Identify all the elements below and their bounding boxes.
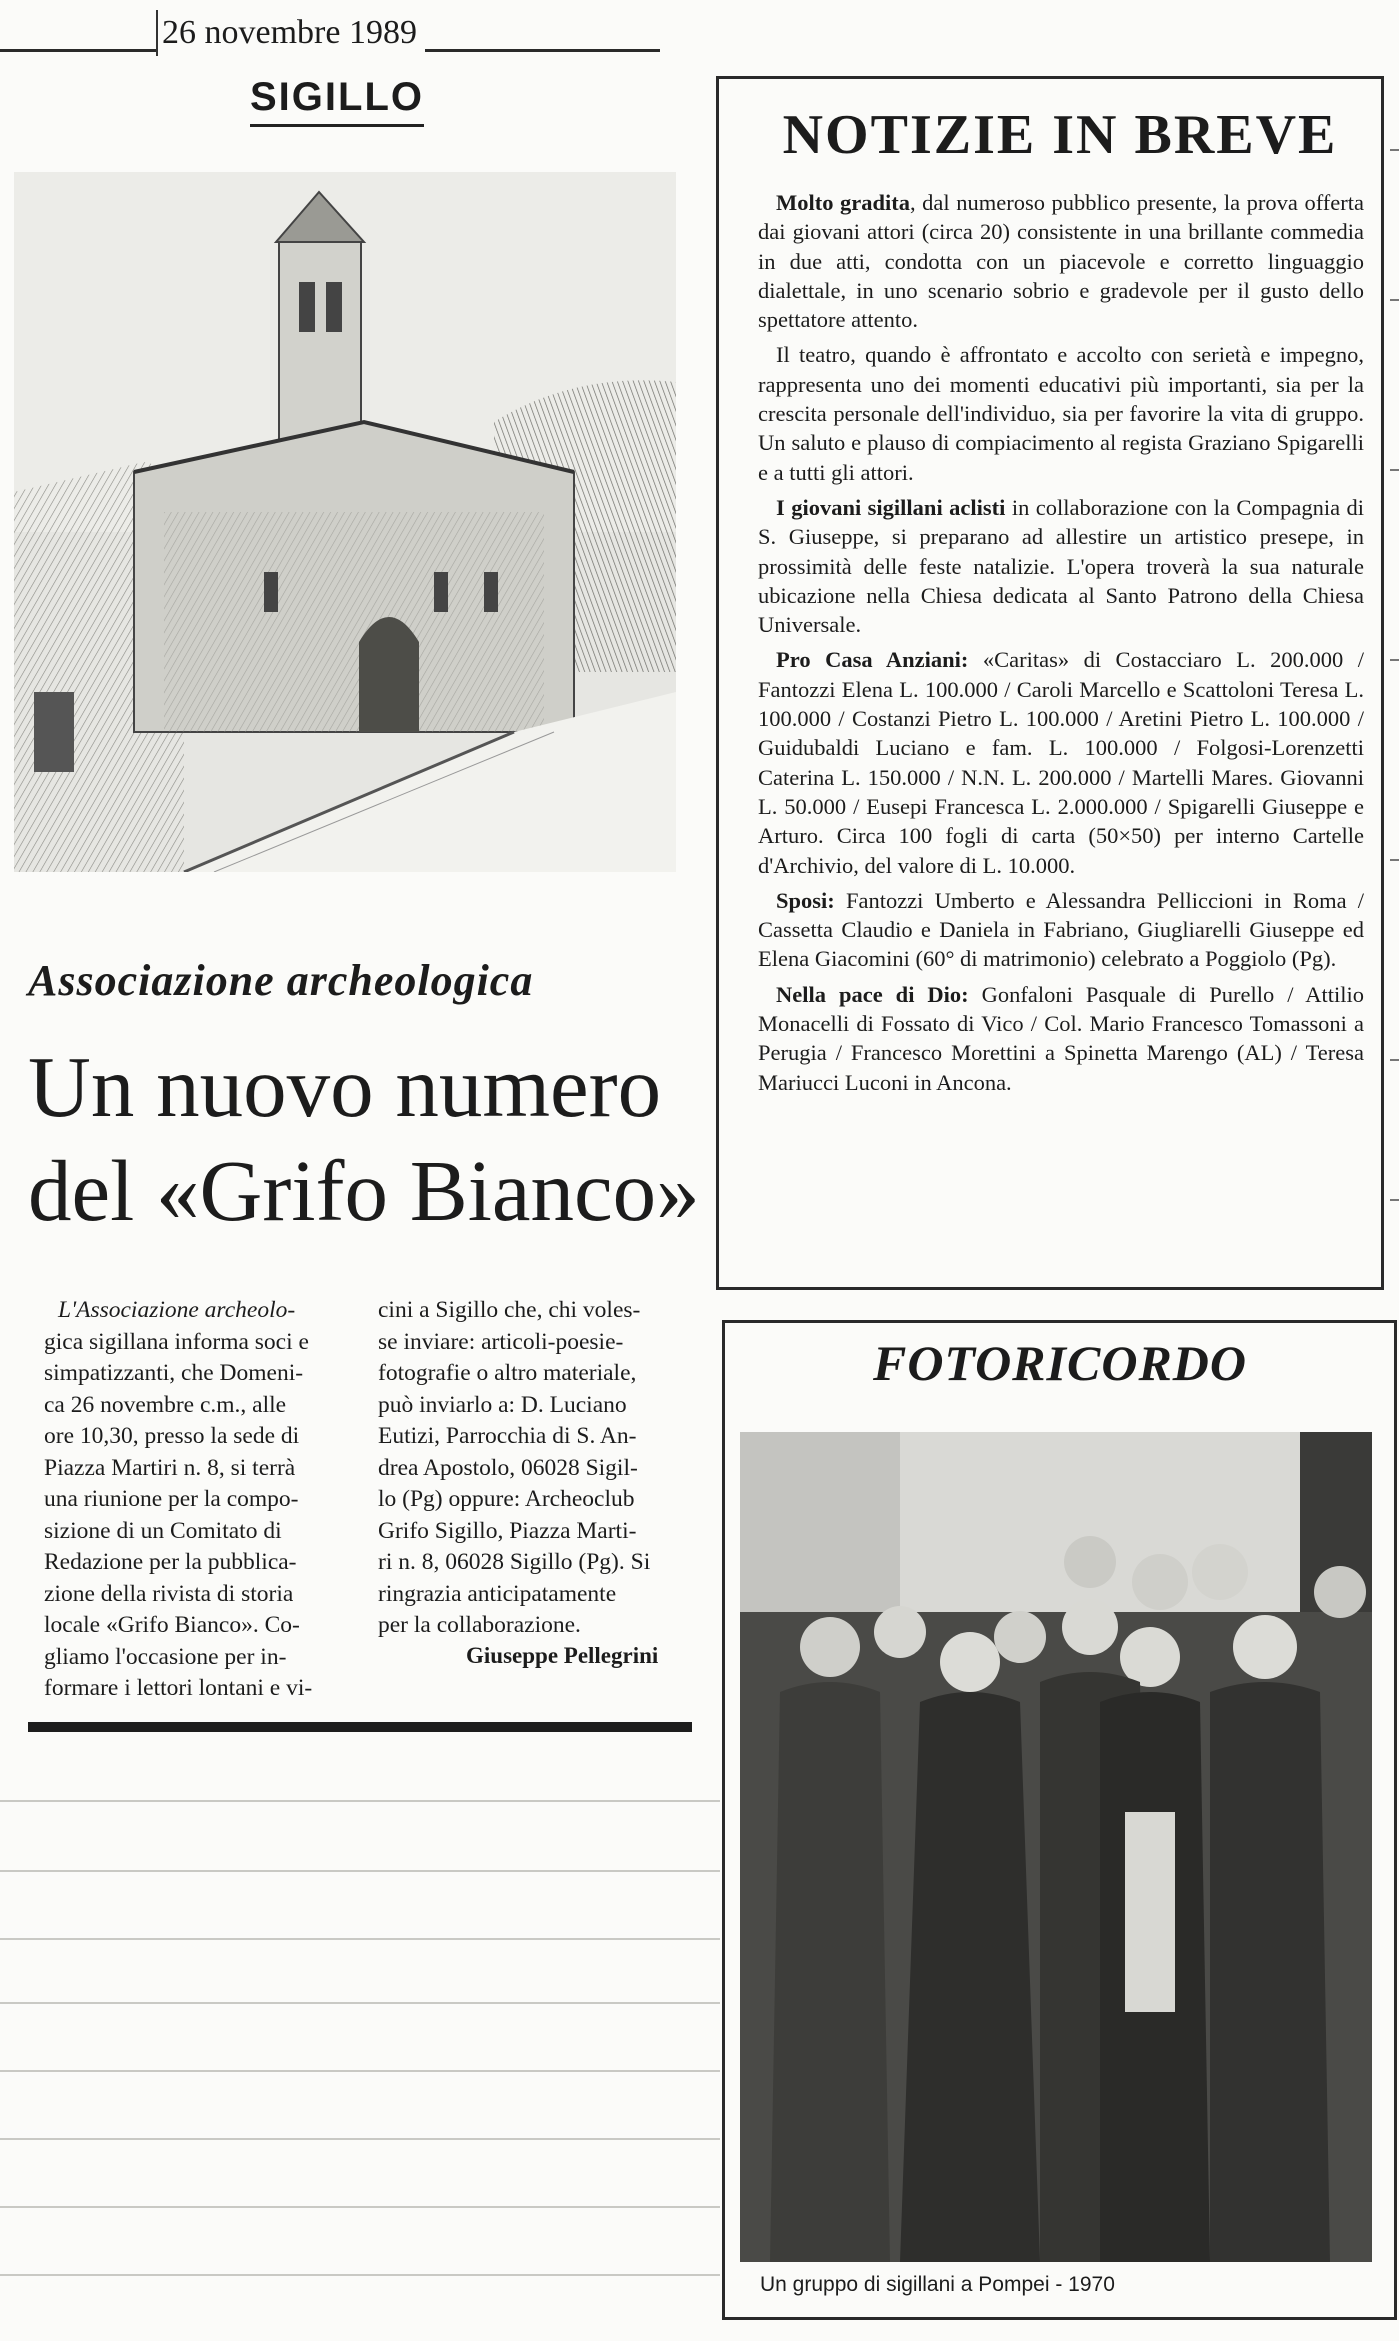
group-photo-drawing: [740, 1432, 1372, 2262]
article-column-1: [44, 1295, 342, 1705]
text-line: locale «Grifo Bianco». Co-: [44, 1612, 300, 1638]
paragraph-lead: Nella pace di Dio:: [776, 981, 969, 1007]
article-column-2: [378, 1295, 686, 1642]
text-line: Eutizi, Parrocchia di S. An-: [378, 1423, 637, 1449]
ruled-line: [0, 2274, 720, 2276]
article-headline: [28, 1035, 708, 1243]
margin-marks: [1388, 0, 1399, 2336]
church-illustration: [14, 172, 676, 872]
text-line: formare i lettori lontani e vi-: [44, 1675, 313, 1701]
paragraph-text: Gonfaloni Pasquale di Purello / Attilio Monacelli di Fossato di Vico / Col. Mario Francesco Tomassoni a Perugia / Francesco Morettini a Spinetta Marengo (AL) / Teresa Mariucci Luconi in Ancona.: [758, 981, 1364, 1095]
paragraph-lead: I giovani sigillani aclisti: [776, 494, 1006, 520]
paragraph-lead: Pro Casa Anziani:: [776, 647, 969, 673]
dateline: [0, 10, 660, 56]
ruled-line: [0, 1938, 720, 1940]
fotoricordo-title: FOTORICORDO: [872, 1335, 1248, 1391]
section-title: SIGILLO: [250, 72, 424, 127]
paragraph-lead: Molto gradita: [776, 190, 911, 215]
text-line: gica sigillana informa soci e: [44, 1328, 309, 1355]
text-line: Piazza Martiri n. 8, si terrà: [44, 1454, 296, 1481]
text-line: L'Associazione archeolo-: [58, 1297, 296, 1323]
text-line: lo (Pg) oppure: Archeoclub: [378, 1486, 635, 1512]
article-kicker: Associazione archeologica: [28, 956, 534, 1005]
text-line: fotografie o altro materiale,: [378, 1360, 637, 1386]
ruled-lines: [0, 1740, 700, 2336]
church-drawing: [14, 172, 676, 872]
text-line: zione della rivista di storia: [44, 1580, 294, 1607]
notizie-body: [758, 188, 1364, 1103]
notizie-paragraph: [758, 493, 1364, 639]
ruled-line: [0, 1870, 720, 1872]
divider-rule: [28, 1722, 692, 1732]
notizie-title: NOTIZIE IN BREVE: [782, 104, 1338, 166]
paragraph-lead: Sposi:: [776, 887, 835, 913]
paragraph-text: , dal numeroso pubblico presente, la prova offerta dai giovani attori (circa 20) consistente in una brillante commedia in due atti, condotta con un piacevole e corretto linguaggio dialettale, in uno scenario sobrio e gradevole per il gusto dello spettatore attento.: [758, 190, 1364, 333]
text-line: cini a Sigillo che, chi voles-: [378, 1297, 641, 1323]
group-photo: [740, 1432, 1372, 2262]
paragraph-text: in collaborazione con la Compagnia di S. Giuseppe, si preparano ad allestire un artistico presepe, in prossimità delle feste natalizie. L'opera troverà la sua naturale ubicazione nella Chiesa dedicata al Santo Patrono della Chiesa Universale.: [758, 494, 1365, 638]
text-line: sizione di un Comitato di: [44, 1517, 282, 1544]
text-line: ore 10,30, presso la sede di: [44, 1423, 300, 1449]
text-line: simpatizzanti, che Domeni-: [44, 1360, 304, 1386]
ruled-line: [0, 2206, 720, 2208]
text-line: gliamo l'occasione per in-: [44, 1643, 287, 1670]
text-line: Grifo Sigillo, Piazza Marti-: [378, 1517, 637, 1544]
notizie-paragraph: [758, 645, 1364, 879]
text-line: una riunione per la compo-: [44, 1486, 299, 1512]
text-line: ringrazia anticipatamente: [378, 1580, 617, 1607]
notizie-paragraph: [758, 980, 1364, 1097]
paragraph-text: Il teatro, quando è affrontato e accolto con serietà e impegno, rappresenta uno dei momenti educativi più importanti, sia per la crescita personale dell'individuo, sia per favorire la vita di gruppo. Un saluto e plauso di compiacimento al regista Graziano Spigarelli e a tutti gli attori.: [758, 342, 1364, 485]
ruled-line: [0, 2138, 720, 2140]
text-line: può inviarlo a: D. Luciano: [378, 1391, 627, 1418]
issue-date: 26 novembre 1989: [156, 10, 425, 56]
text-line: drea Apostolo, 06028 Sigil-: [378, 1454, 638, 1481]
headline-line-1: Un nuovo numero: [28, 1038, 662, 1135]
paragraph-text: «Caritas» di Costacciaro L. 200.000 / Fantozzi Elena L. 100.000 / Caroli Marcello e Scattoloni Teresa L. 100.000 / Costanzi Pietro L. 100.000 / Aretini Pietro L. 100.000 / Guidubaldi Luciano e fam. L. 100.000 / Folgosi-Lorenzetti Caterina L. 150.000 / N.N. L. 200.000 / Martelli Mares. Giovanni L. 50.000 / Eusepi Francesca L. 2.000.000 / Spigarelli Giuseppe e Arturo. Circa 100 fogli di carta (50×50) per interno Cartelle d'Archivio, del valore di L. 10.000.: [758, 647, 1364, 878]
text-line: per la collaborazione.: [378, 1612, 581, 1638]
notizie-paragraph: [758, 340, 1364, 486]
ruled-line: [0, 1800, 720, 1802]
notizie-paragraph: [758, 886, 1364, 974]
margin-ticks: [1388, 0, 1399, 2336]
ruled-line: [0, 2070, 720, 2072]
text-line: se inviare: articoli-poesie-: [378, 1328, 624, 1355]
headline-line-2: del «Grifo Bianco»: [28, 1142, 700, 1239]
notizie-paragraph: [758, 188, 1364, 334]
article-author: Giuseppe Pellegrini: [466, 1643, 659, 1668]
photo-caption: Un gruppo di sigillani a Pompei - 1970: [760, 2273, 1115, 2296]
ruled-line: [0, 2002, 720, 2004]
text-line: Redazione per la pubblica-: [44, 1549, 297, 1575]
text-line: ri n. 8, 06028 Sigillo (Pg). Si: [378, 1549, 651, 1575]
paragraph-text: Fantozzi Umberto e Alessandra Pelliccioni in Roma / Cassetta Claudio e Daniela in Fabriano, Giugliarelli Giuseppe ed Elena Giacomini (60° di matrimonio) celebrato a Poggiolo (Pg).: [758, 887, 1364, 972]
text-line: ca 26 novembre c.m., alle: [44, 1391, 287, 1418]
